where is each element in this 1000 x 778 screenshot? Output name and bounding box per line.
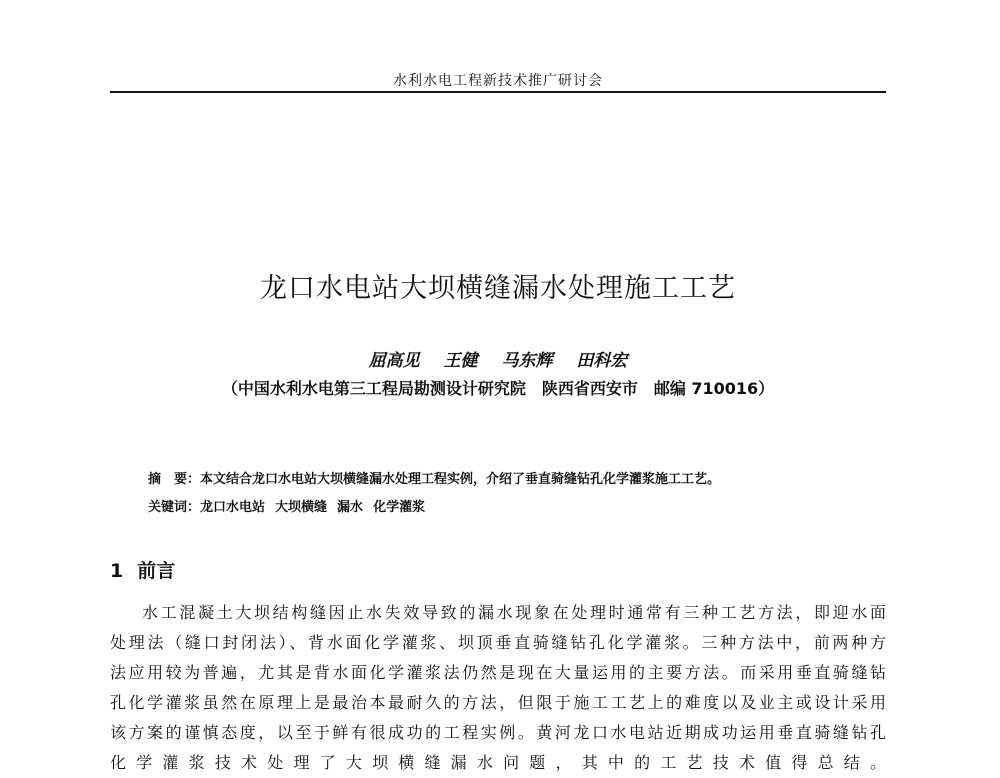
header-rule (110, 91, 886, 93)
keyword: 漏水 (337, 500, 364, 515)
body-line: 水工混凝土大坝结构缝因止水失效导致的漏水现象在处理时通常有三种工艺方法，即迎水面 (142, 603, 886, 622)
author-name: 马东辉 (501, 351, 553, 371)
author-name: 屈高见 (368, 351, 420, 371)
paper-title: 龙口水电站大坝横缝漏水处理施工工艺 (260, 273, 736, 304)
keywords (148, 496, 435, 515)
section-title: 前言 (137, 560, 176, 582)
abstract-text: 本文结合龙口水电站大坝横缝漏水处理工程实例，介绍了垂直骑缝钻孔化学灌浆施工工艺。 (200, 472, 721, 487)
keyword: 化学灌浆 (373, 500, 426, 515)
affiliation: （中国水利水电第三工程局勘测设计研究院 陕西省西安市 邮编 710016） (221, 379, 775, 398)
keyword: 大坝横缝 (275, 500, 328, 515)
body-line: 孔化学灌浆虽然在原理上是最治本最耐久的方法，但限于施工工艺上的难度以及业主或设计采用 (110, 693, 886, 712)
body-line: 该方案的谨慎态度，以至于鲜有很成功的工程实例。黄河龙口水电站近期成功运用垂直骑缝钻孔 (110, 723, 886, 742)
body-paragraph (110, 598, 886, 778)
abstract (148, 468, 720, 487)
abstract-label: 摘 要： (148, 472, 201, 487)
body-line: 化学灌浆技术处理了大坝横缝漏水问题，其中的工艺技术值得总结。 (110, 753, 886, 772)
keyword: 龙口水电站 (200, 500, 266, 515)
body-line: 处理法（缝口封闭法）、背水面化学灌浆、坝顶垂直骑缝钻孔化学灌浆。三种方法中，前两种方 (110, 633, 886, 652)
section-heading (110, 556, 175, 583)
running-header: 水利水电工程新技术推广研讨会 (393, 73, 603, 89)
author-list (110, 346, 886, 371)
section-number: 1 (110, 560, 124, 582)
author-name: 王健 (443, 351, 478, 371)
body-line: 法应用较为普遍，尤其是背水面化学灌浆法仍然是现在大量运用的主要方法。而采用垂直骑缝钻 (110, 663, 886, 682)
author-name: 田科宏 (576, 351, 628, 371)
keywords-label: 关键词： (148, 500, 201, 515)
